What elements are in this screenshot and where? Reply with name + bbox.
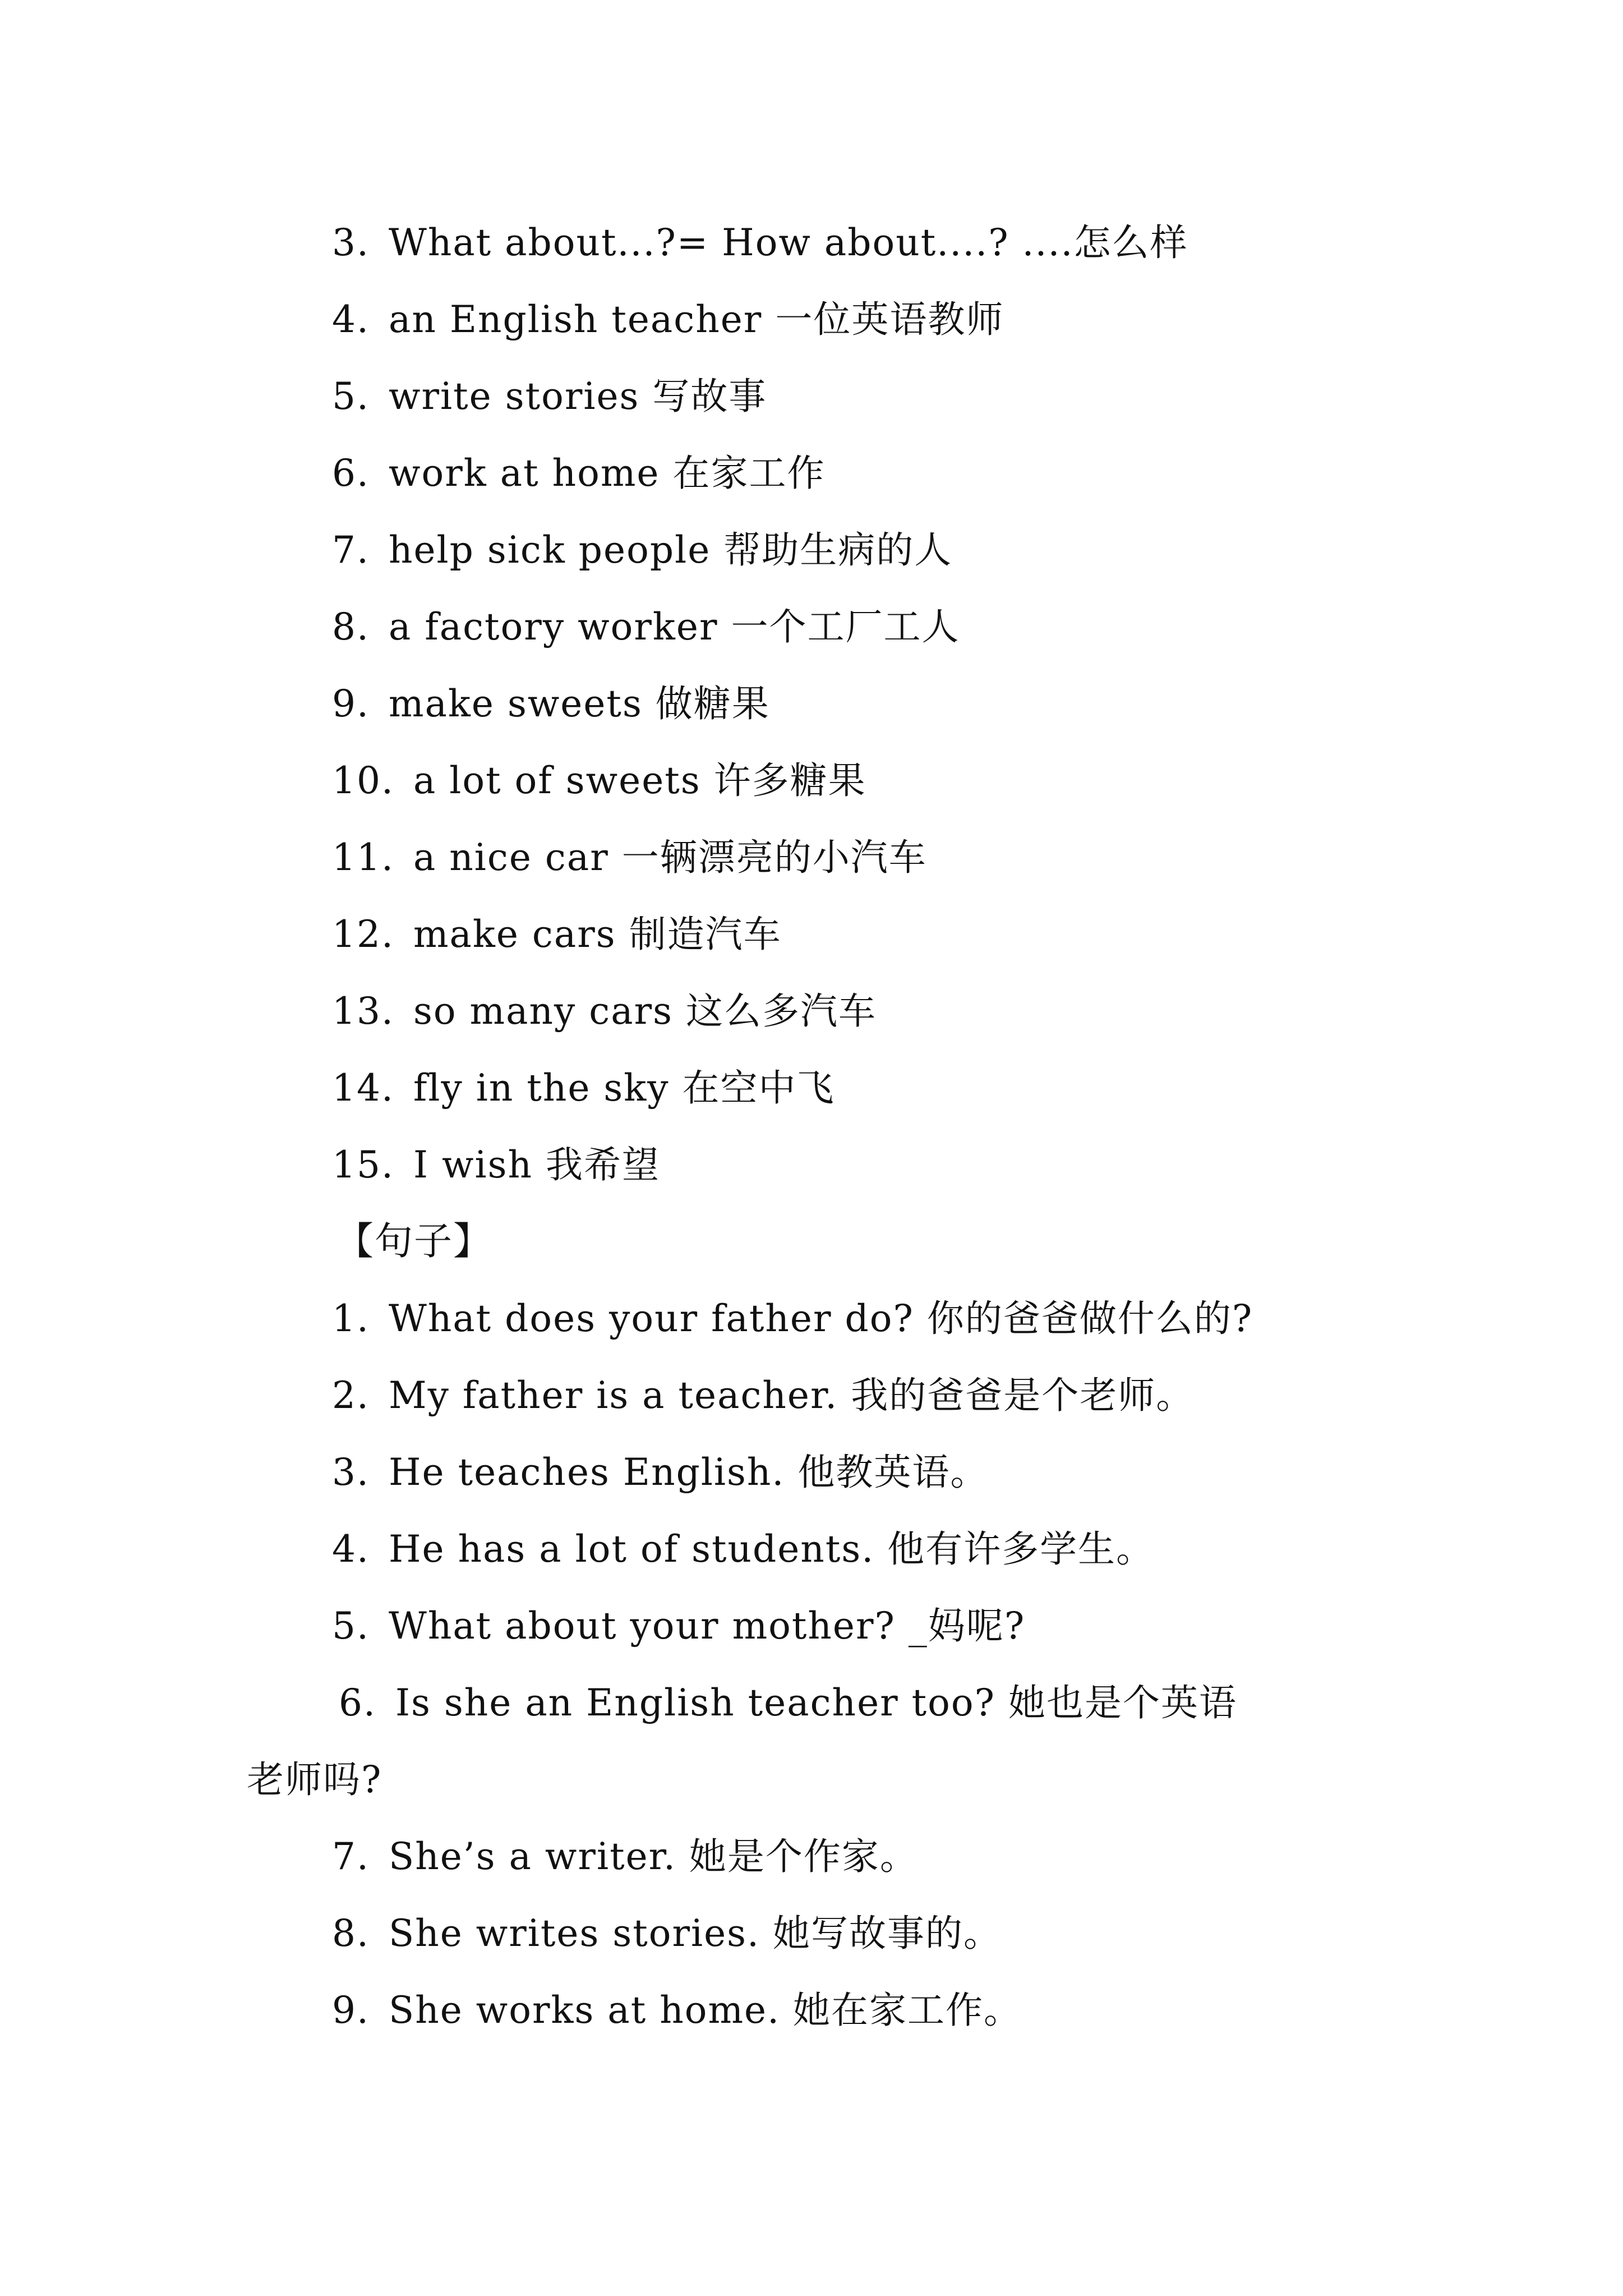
item-number: 9. xyxy=(332,1989,370,2032)
phrase-item xyxy=(332,524,952,576)
sentence-item xyxy=(332,1831,918,1883)
phrase-item xyxy=(332,678,770,730)
item-number: 10. xyxy=(332,759,394,802)
sentence-text: She works at home. 她在家工作。 xyxy=(388,1989,1022,2032)
item-number: 15. xyxy=(332,1143,394,1186)
phrase-item xyxy=(332,909,782,960)
sentence-text: Is she an English teacher too? 她也是个英语 xyxy=(395,1681,1238,1724)
sentence-item xyxy=(332,1293,1253,1345)
item-number: 6. xyxy=(339,1681,376,1724)
sentence-item xyxy=(332,1370,1194,1421)
sentence-text: She writes stories. 她写故事的。 xyxy=(388,1912,1002,1955)
phrase-text: work at home 在家工作 xyxy=(388,452,826,495)
item-number: 12. xyxy=(332,913,394,956)
item-number: 2. xyxy=(332,1374,370,1417)
phrase-text: a lot of sweets 许多糖果 xyxy=(413,759,866,802)
item-number: 8. xyxy=(332,605,370,648)
sentence-text: He teaches English. 他教英语。 xyxy=(388,1451,989,1494)
sentence-text: My father is a teacher. 我的爸爸是个老师。 xyxy=(388,1374,1195,1417)
section-heading: 【句子】 xyxy=(335,1220,493,1264)
phrase-item xyxy=(332,1139,660,1191)
phrase-text: an English teacher 一位英语教师 xyxy=(388,298,1004,341)
item-number: 11. xyxy=(332,836,394,879)
item-number: 4. xyxy=(332,1527,370,1571)
sentence-item xyxy=(332,1524,1154,1575)
phrase-item xyxy=(332,448,825,499)
sentence-item xyxy=(332,1447,988,1498)
phrase-item xyxy=(332,755,866,807)
sentence-item xyxy=(332,1908,1002,1959)
item-number: 7. xyxy=(332,528,370,572)
sentence-text: She’s a writer. 她是个作家。 xyxy=(388,1835,918,1878)
item-number: 5. xyxy=(332,1604,370,1648)
phrase-text: a factory worker 一个工厂工人 xyxy=(388,605,960,648)
phrase-item xyxy=(332,601,960,653)
phrase-text: so many cars 这么多汽车 xyxy=(413,990,877,1033)
phrase-item xyxy=(332,832,927,884)
phrase-text: make cars 制造汽车 xyxy=(413,913,782,956)
item-number: 9. xyxy=(332,682,370,725)
item-number: 1. xyxy=(332,1297,370,1340)
item-number: 6. xyxy=(332,452,370,495)
sentence-continuation: 老师吗? xyxy=(247,1758,382,1801)
phrase-text: write stories 写故事 xyxy=(388,375,767,418)
item-number: 3. xyxy=(332,221,370,264)
item-number: 8. xyxy=(332,1912,370,1955)
phrase-item xyxy=(332,371,767,422)
phrase-text: a nice car 一辆漂亮的小汽车 xyxy=(413,836,927,879)
item-number: 13. xyxy=(332,990,394,1033)
item-number: 5. xyxy=(332,375,370,418)
phrase-item xyxy=(332,294,1004,346)
phrase-text: fly in the sky 在空中飞 xyxy=(413,1066,835,1110)
sentence-text: What about your mother? _妈呢? xyxy=(388,1604,1026,1648)
phrase-text: What about...?= How about....? ....怎么样 xyxy=(388,221,1188,264)
sentence-item xyxy=(332,1985,1022,2036)
item-number: 14. xyxy=(332,1066,394,1110)
sentence-text: What does your father do? 你的爸爸做什么的? xyxy=(388,1297,1253,1340)
sentence-item xyxy=(339,1677,1237,1729)
item-number: 4. xyxy=(332,298,370,341)
item-number: 7. xyxy=(332,1835,370,1878)
phrase-text: make sweets 做糖果 xyxy=(388,682,770,725)
phrase-text: help sick people 帮助生病的人 xyxy=(388,528,953,572)
phrase-item xyxy=(332,1062,835,1114)
phrase-text: I wish 我希望 xyxy=(413,1143,660,1186)
phrase-item xyxy=(332,986,877,1037)
sentence-text: He has a lot of students. 他有许多学生。 xyxy=(388,1527,1155,1571)
sentence-item xyxy=(332,1600,1025,1652)
item-number: 3. xyxy=(332,1451,370,1494)
phrase-item xyxy=(332,217,1188,269)
